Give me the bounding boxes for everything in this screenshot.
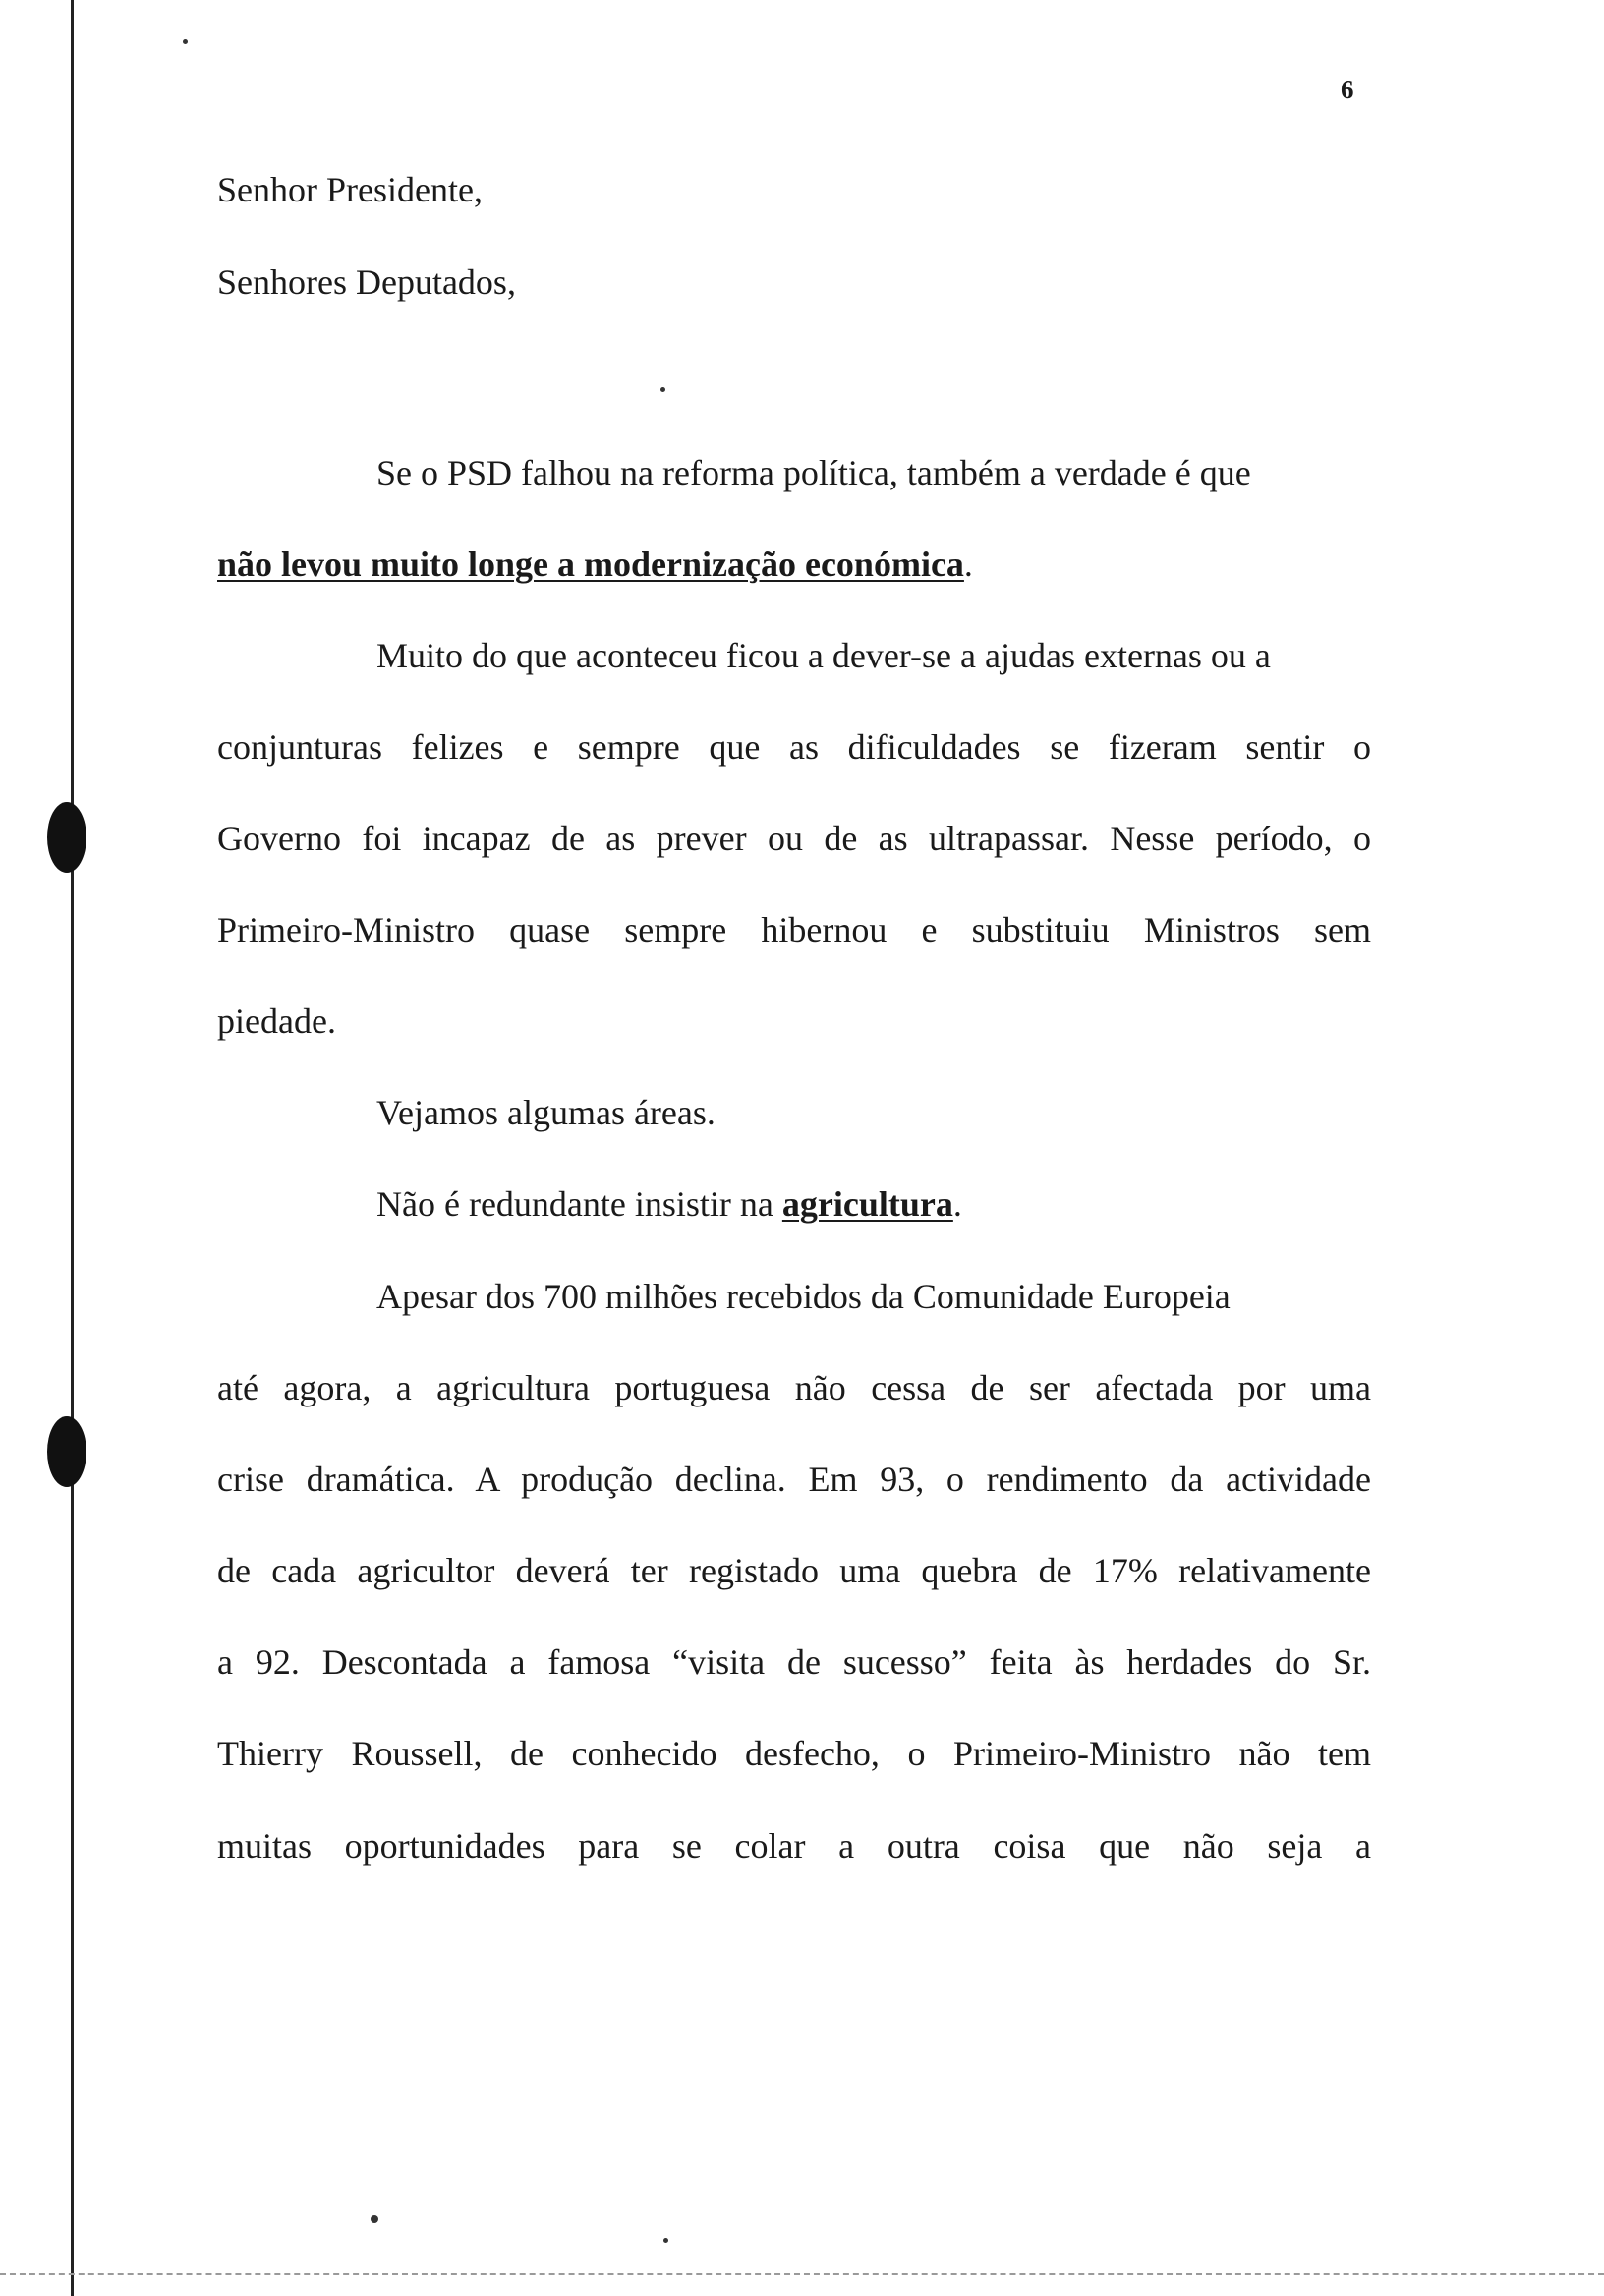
- sentence-start: Não é redundante insistir na: [376, 1184, 782, 1224]
- scan-speck: [660, 387, 665, 392]
- scan-bottom-border: [0, 2273, 1604, 2275]
- punch-hole-mark: [47, 1416, 86, 1487]
- paragraph-line: Muito do que aconteceu ficou a dever-se a ajudas externas ou a: [376, 636, 1271, 675]
- scan-speck: [371, 2215, 378, 2223]
- paragraph-line: [217, 543, 973, 586]
- emphasized-word: agricultura: [781, 1184, 953, 1224]
- salutation-line: Senhores Deputados,: [217, 262, 516, 302]
- paragraph-line: Se o PSD falhou na reforma política, também a verdade é que: [376, 453, 1251, 492]
- paragraph-line: a 92. Descontada a famosa “visita de sucesso” feita às herdades do Sr.: [217, 1642, 1371, 1682]
- paragraph-line: Thierry Roussell, de conhecido desfecho, o Primeiro-Ministro não tem: [217, 1734, 1371, 1773]
- salutation-line: Senhor Presidente,: [217, 170, 483, 209]
- paragraph-line: Apesar dos 700 milhões recebidos da Comunidade Europeia: [376, 1277, 1231, 1316]
- paragraph-line: Primeiro-Ministro quase sempre hibernou e substituiu Ministros sem: [217, 910, 1371, 949]
- paragraph-line: muitas oportunidades para se colar a outra coisa que não seja a: [217, 1826, 1371, 1866]
- paragraph-line: até agora, a agricultura portuguesa não cessa de ser afectada por uma: [217, 1368, 1371, 1407]
- paragraph-line: piedade.: [217, 1002, 336, 1041]
- page-number: 6: [1341, 75, 1354, 104]
- scan-left-border: [71, 0, 74, 2296]
- sentence-end: .: [963, 545, 973, 584]
- sentence-end: .: [952, 1184, 962, 1224]
- paragraph-line: Vejamos algumas áreas.: [376, 1093, 716, 1132]
- paragraph-line: conjunturas felizes e sempre que as dificuldades se fizeram sentir o: [217, 727, 1371, 767]
- emphasized-phrase: não levou muito longe a modernização económica: [217, 545, 964, 584]
- paragraph-line: [376, 1182, 962, 1226]
- scan-speck: [663, 2238, 668, 2243]
- punch-hole-mark: [47, 802, 86, 873]
- paragraph-line: de cada agricultor deverá ter registado uma quebra de 17% relativamente: [217, 1551, 1371, 1590]
- paragraph-line: crise dramática. A produção declina. Em 93, o rendimento da actividade: [217, 1460, 1371, 1499]
- paragraph-line: Governo foi incapaz de as prever ou de as ultrapassar. Nesse período, o: [217, 819, 1371, 858]
- scan-speck: [183, 39, 188, 44]
